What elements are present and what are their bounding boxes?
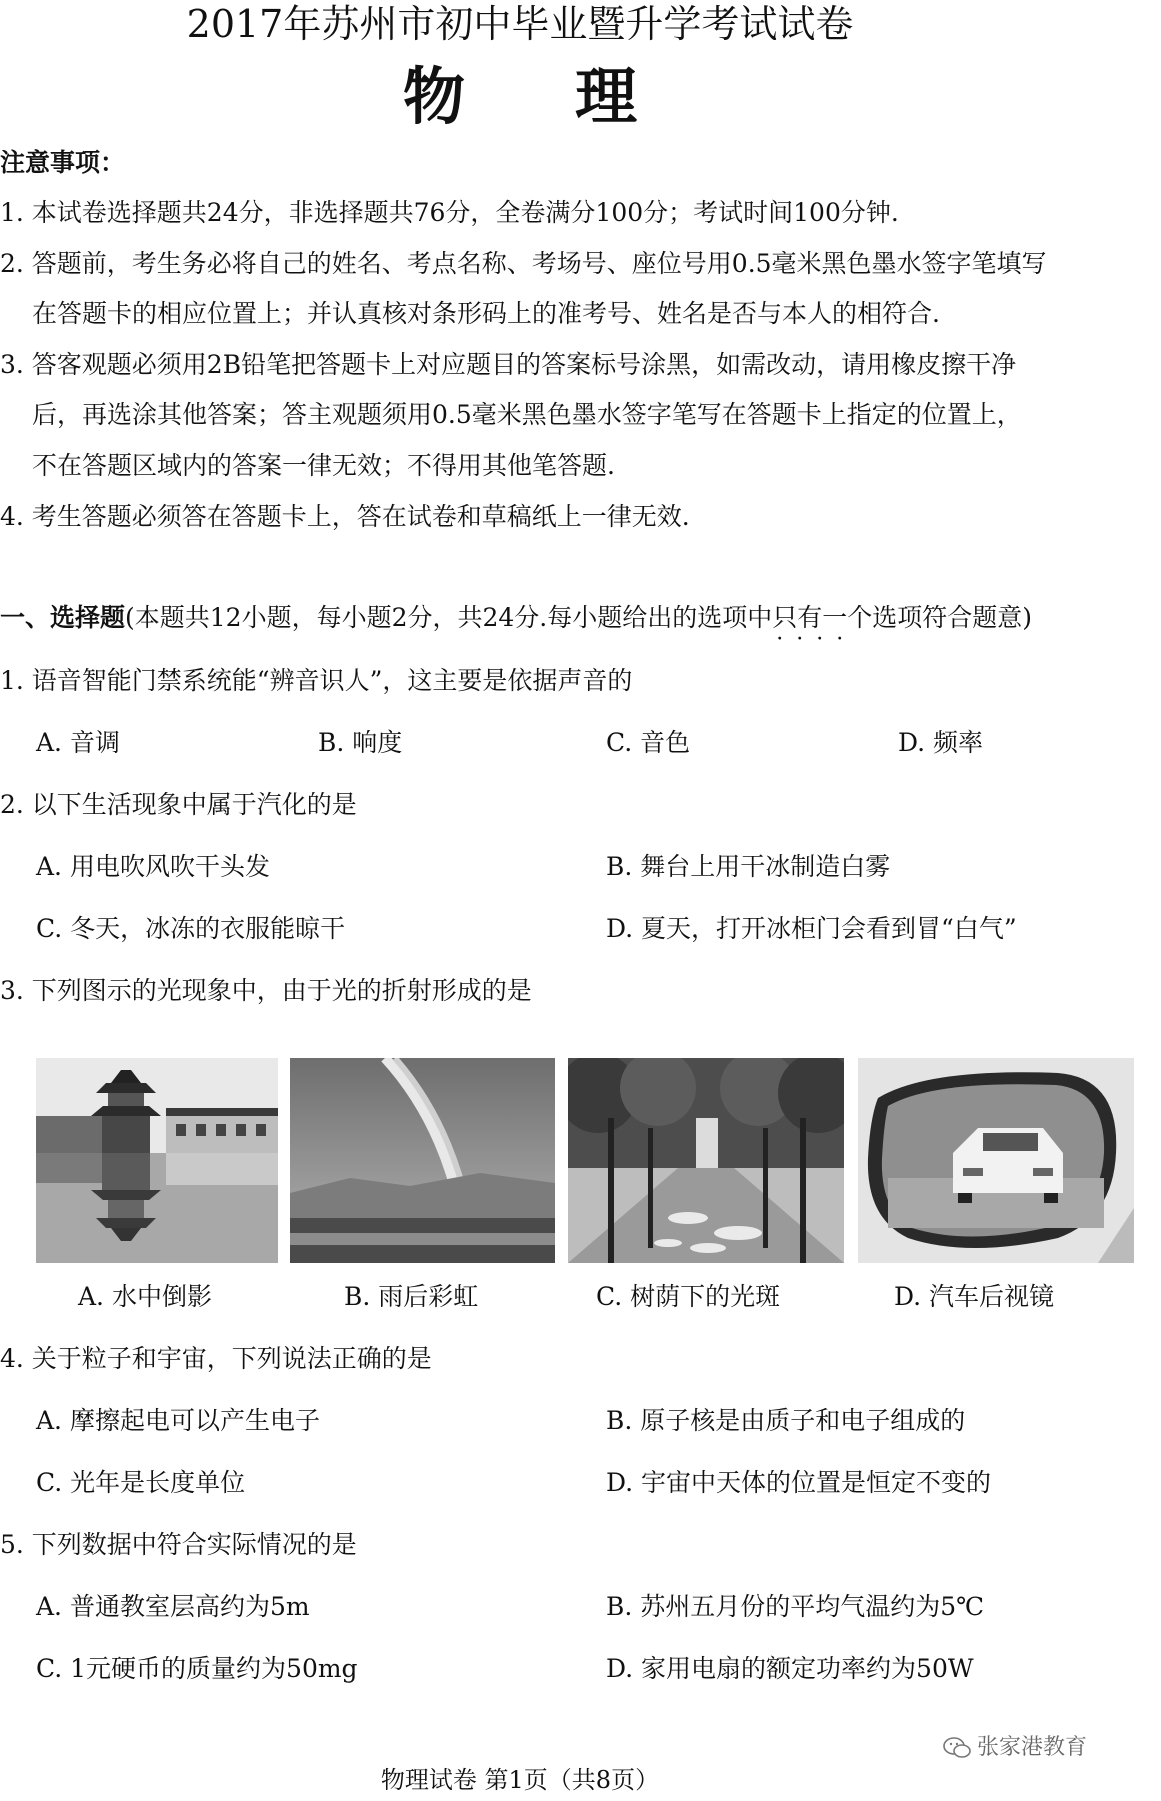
tree-shade-image xyxy=(568,1058,844,1263)
question-4-option-d: D. 宇宙中天体的位置是恒定不变的 xyxy=(606,1468,992,1497)
question-1-option-c: C. 音色 xyxy=(606,728,691,757)
question-5-option-c: C. 1元硬币的质量约为50mg xyxy=(36,1654,358,1683)
question-1-option-a: A. 音调 xyxy=(36,728,120,757)
section-1-desc-emphasis: 只有一个 · · · · xyxy=(772,603,872,632)
question-3-option-c: C. 树荫下的光斑 xyxy=(596,1282,781,1311)
question-4-option-c: C. 光年是长度单位 xyxy=(36,1468,246,1497)
question-2-option-c: C. 冬天，冰冻的衣服能晾干 xyxy=(36,914,346,943)
question-4-stem: 4. 关于粒子和宇宙，下列说法正确的是 xyxy=(0,1344,432,1373)
section-1-desc-a: (本题共12小题，每小题2分，共24分.每小题给出的选项中 xyxy=(125,603,773,632)
question-1-option-b: B. 响度 xyxy=(318,728,403,757)
notes-heading: 注意事项： xyxy=(0,148,126,177)
exam-title: 2017年苏州市初中毕业暨升学考试试卷 xyxy=(186,2,854,46)
question-4-option-b: B. 原子核是由质子和电子组成的 xyxy=(606,1406,966,1435)
note-1: 1. 本试卷选择题共24分，非选择题共76分，全卷满分100分；考试时间100分钟. xyxy=(0,198,899,227)
question-3-option-a: A. 水中倒影 xyxy=(78,1282,212,1311)
question-2-stem: 2. 以下生活现象中属于汽化的是 xyxy=(0,790,357,819)
question-1-option-d: D. 频率 xyxy=(898,728,984,757)
question-5-option-a: A. 普通教室层高约为5m xyxy=(36,1592,310,1621)
wechat-icon xyxy=(943,1737,971,1759)
water-reflection-image xyxy=(36,1058,278,1263)
question-5-option-d: D. 家用电扇的额定功率约为50W xyxy=(606,1654,974,1683)
question-2-option-a: A. 用电吹风吹干头发 xyxy=(36,852,270,881)
note-2-line-1: 2. 答题前，考生务必将自己的姓名、考点名称、考场号、座位号用0.5毫米黑色墨水签字笔填写 xyxy=(0,249,1047,278)
section-1-desc-b: 选项符合题意) xyxy=(872,603,1033,632)
note-4: 4. 考生答题必须答在答题卡上，答在试卷和草稿纸上一律无效. xyxy=(0,502,690,531)
note-3-line-2: 后，再选涂其他答案；答主观题须用0.5毫米黑色墨水签字笔写在答题卡上指定的位置上， xyxy=(32,400,1022,429)
watermark-text: 张家港教育 xyxy=(977,1735,1088,1760)
section-1-title: 一、选择题 xyxy=(0,603,126,632)
question-3-option-b: B. 雨后彩虹 xyxy=(344,1282,479,1311)
section-1-header xyxy=(0,603,1032,633)
question-1-stem: 1. 语音智能门禁系统能“辨音识人”，这主要是依据声音的 xyxy=(0,666,633,695)
subject-title: 物理 xyxy=(402,60,747,133)
note-2-line-2: 在答题卡的相应位置上；并认真核对条形码上的准考号、姓名是否与本人的相符合. xyxy=(32,299,940,328)
question-2-option-b: B. 舞台上用干冰制造白雾 xyxy=(606,852,891,881)
watermark xyxy=(943,1733,1087,1763)
question-4-option-a: A. 摩擦起电可以产生电子 xyxy=(36,1406,320,1435)
car-mirror-image xyxy=(858,1058,1134,1263)
note-3-line-3: 不在答题区域内的答案一律无效；不得用其他笔答题. xyxy=(32,451,615,480)
rainbow-image xyxy=(290,1058,555,1263)
question-2-option-d: D. 夏天，打开冰柜门会看到冒“白气” xyxy=(606,914,1017,943)
page-footer: 物理试卷 第1页（共8页） xyxy=(380,1766,660,1794)
question-3-stem: 3. 下列图示的光现象中，由于光的折射形成的是 xyxy=(0,976,532,1005)
question-5-stem: 5. 下列数据中符合实际情况的是 xyxy=(0,1530,357,1559)
question-5-option-b: B. 苏州五月份的平均气温约为5℃ xyxy=(606,1592,985,1621)
question-3-option-d: D. 汽车后视镜 xyxy=(894,1282,1055,1311)
note-3-line-1: 3. 答客观题必须用2B铅笔把答题卡上对应题目的答案标号涂黑，如需改动，请用橡皮擦干净 xyxy=(0,350,1017,379)
